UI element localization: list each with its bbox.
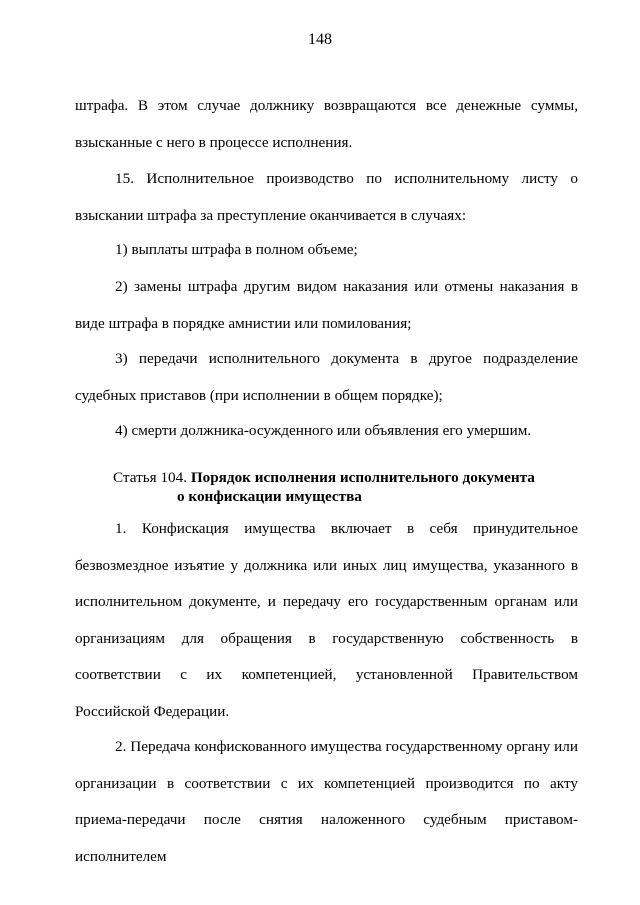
paragraph-15: 15. Исполнительное производство по исполнительному листу о взыскании штрафа за преступление оканчивается в случаях: bbox=[75, 170, 578, 224]
paragraph-fine-continuation: штрафа. В этом случае должнику возвращаются все денежные суммы, взысканные с него в процессе исполнения. bbox=[75, 97, 578, 151]
page-number: 148 bbox=[308, 31, 332, 48]
article-title-line1: Порядок исполнения исполнительного документа bbox=[190, 469, 535, 486]
list-item-3: 3) передачи исполнительного документа в другое подразделение судебных приставов (при исполнении в общем порядке); bbox=[75, 350, 578, 404]
article-title-line2: о конфискации имущества bbox=[177, 488, 362, 505]
article-paragraph-2: 2. Передача конфискованного имущества государственному органу или организации в соответствии с их компетенцией производится по акту приема-передачи после снятия наложенного судебным приставом-исполнителем bbox=[75, 738, 578, 865]
list-item-4: 4) смерти должника-осужденного или объявления его умершим. bbox=[115, 422, 532, 439]
article-heading bbox=[113, 468, 573, 506]
article-number: Статья 104. bbox=[113, 469, 188, 486]
list-item-1: 1) выплаты штрафа в полном объеме; bbox=[115, 241, 358, 258]
article-paragraph-1: 1. Конфискация имущества включает в себя принудительное безвозмездное изъятие у должника или иных лиц имущества, указанного в исполнительном документе, и передачу его государственным органам или организациям для обращения в государственную собственность в соответствии с их компетенцией, установленной Правительством Российской Федерации. bbox=[75, 520, 578, 720]
list-item-2: 2) замены штрафа другим видом наказания или отмены наказания в виде штрафа в порядке амнистии или помилования; bbox=[75, 278, 578, 332]
